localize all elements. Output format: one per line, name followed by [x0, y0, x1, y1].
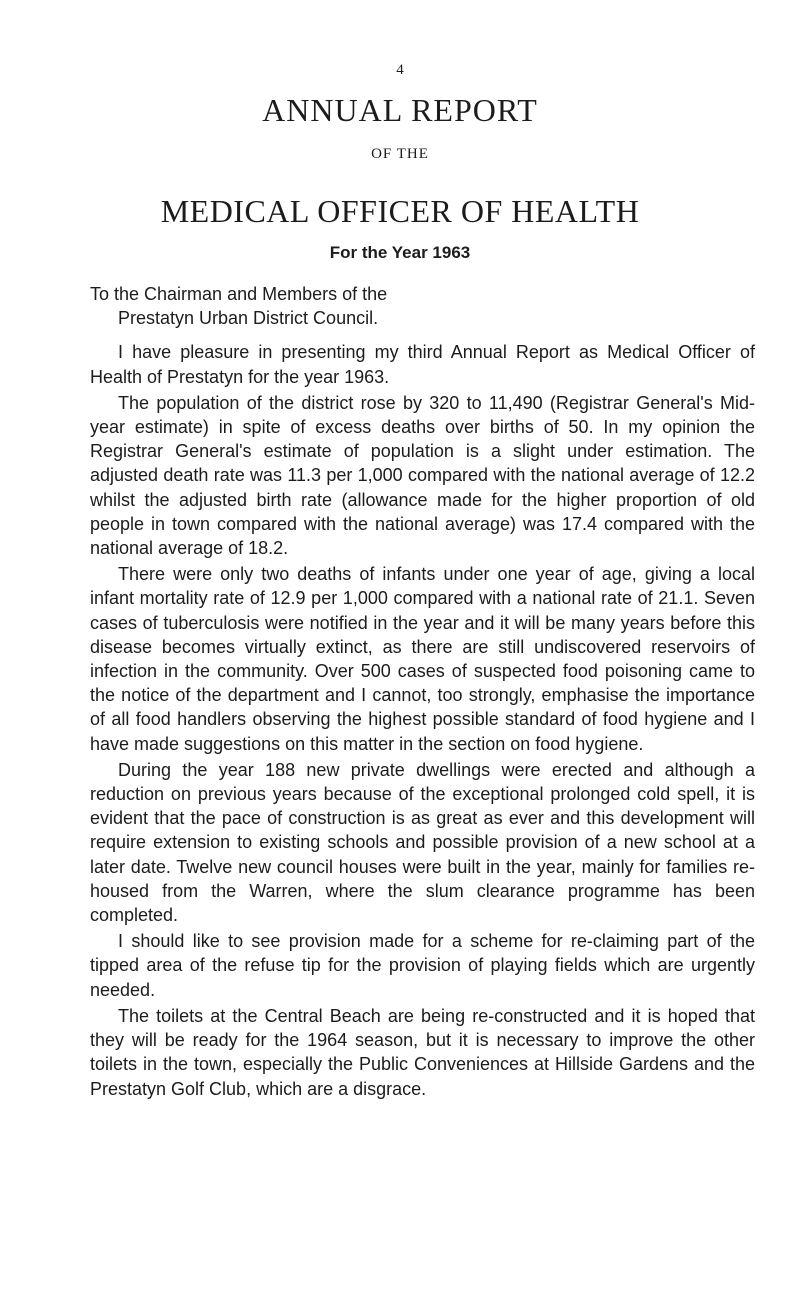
addressee-line: To the Chairman and Members of the — [90, 284, 388, 304]
report-heading: MEDICAL OFFICER OF HEALTH — [160, 193, 640, 229]
paragraph-intro: I have pleasure in presenting my third Annual Report as Medical Officer of Health of Prestatyn for the year 1963. — [90, 342, 755, 387]
report-year-line: For the Year 1963 — [329, 243, 471, 262]
paragraph-toilets: The toilets at the Central Beach are being re-constructed and it is hoped that they will be ready for the 1964 season, but it is necessary to improve the other toilets in the town, especially the Public Conveniences at Hillside Gardens and the Prestatyn Golf Club, which are a disgrace. — [90, 1005, 755, 1099]
paragraph-playing-fields: I should like to see provision made for a scheme for re-claiming part of the tipped area of the refuse tip for the provision of playing fields which are urgently needed. — [90, 931, 755, 1000]
council-line: Prestatyn Urban District Council. — [118, 308, 379, 329]
paragraph-population: The population of the district rose by 320 to 11,490 (Registrar General's Mid-year estimate) in spite of excess deaths over births of 50. In my opinion the Registrar General's estimate of population is a slight under estimation. The adjusted death rate was 11.3 per 1,000 compared with the national average of 12.2 whilst the adjusted birth rate (allowance made for the higher proportion of old people in town compared with the national average) was 17.4 compared with the national average of 18.2. — [90, 392, 755, 559]
letter-body — [90, 282, 755, 1103]
paragraph-infant-mortality: There were only two deaths of infants under one year of age, giving a local infant mortality rate of 12.9 per 1,000 compared with a national rate of 21.1. Seven cases of tuberculosis were notified in the year and it will be many years before this disease becomes virtually extinct, as there are still undiscovered reservoirs of infection in the community. Over 500 cases of suspected food poisoning came to the notice of the department and I cannot, too strongly, emphasise the importance of all food handlers observing the highest possible standard of food hygiene and I have made suggestions on this matter in the section on food hygiene. — [90, 564, 755, 754]
paragraph-dwellings: During the year 188 new private dwellings were erected and although a reduction on previous years because of the exceptional prolonged cold spell, it is evident that the pace of construction is as great as ever and this development will require extension to existing schools and possible provision of a new school at a later date. Twelve new council houses were built in the year, mainly for families re-housed from the Warren, where the slum clearance programme has been completed. — [90, 759, 755, 926]
report-title: ANNUAL REPORT — [262, 92, 538, 128]
page-number: 4 — [396, 62, 404, 78]
report-subtitle: OF THE — [371, 146, 429, 162]
